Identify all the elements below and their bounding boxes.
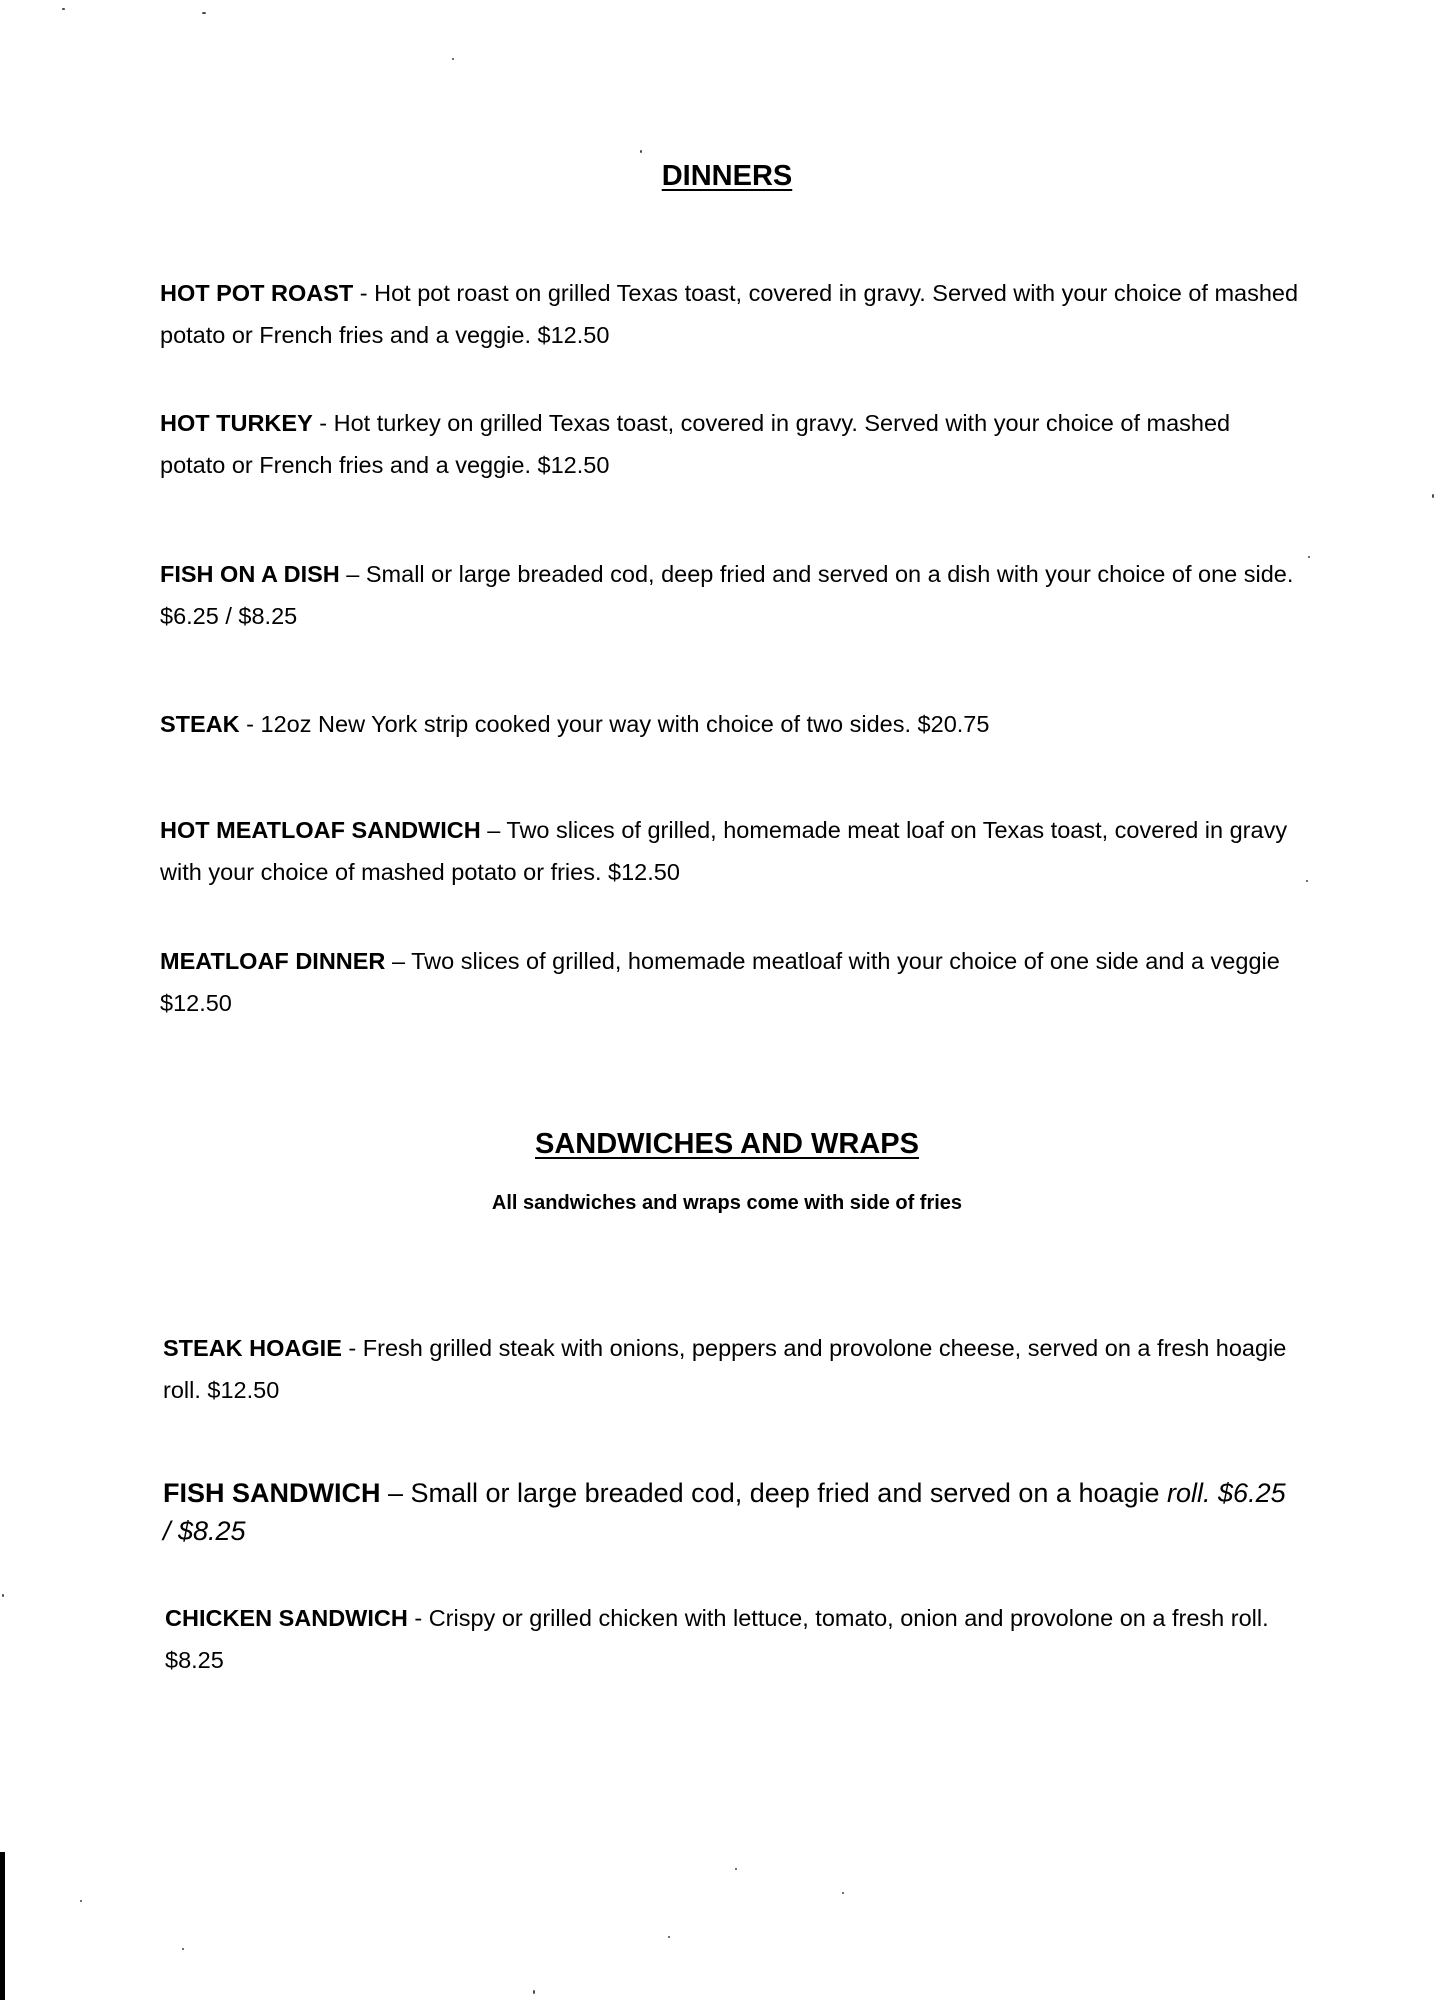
menu-item-description: - Crispy or grilled chicken with lettuce, tomato, onion and provolone on a fresh roll. $8.25 bbox=[165, 1605, 1269, 1673]
scan-speck bbox=[842, 1892, 844, 1894]
menu-item-name: HOT MEATLOAF SANDWICH bbox=[160, 817, 481, 843]
menu-item-description: - 12oz New York strip cooked your way with choice of two sides. $20.75 bbox=[239, 711, 990, 737]
scan-speck bbox=[735, 1868, 737, 1870]
menu-item-description: – Small or large breaded cod, deep fried and served on a dish with your choice of one side. $6.25 / $8.25 bbox=[160, 561, 1294, 629]
menu-item-fish-sandwich bbox=[163, 1474, 1293, 1550]
scan-speck bbox=[1306, 880, 1308, 882]
menu-item-steak-hoagie bbox=[163, 1327, 1303, 1411]
dinners-heading: DINNERS bbox=[661, 160, 793, 192]
scan-speck bbox=[452, 58, 454, 60]
scan-speck bbox=[1432, 494, 1434, 498]
menu-item-description: - Fresh grilled steak with onions, peppers and provolone cheese, served on a fresh hoagie roll. $12.50 bbox=[163, 1335, 1287, 1403]
menu-item-hot-meatloaf-sandwich bbox=[160, 809, 1300, 893]
menu-item-name: HOT POT ROAST bbox=[160, 280, 354, 306]
menu-item-hot-pot-roast bbox=[160, 272, 1300, 356]
scan-speck bbox=[640, 150, 642, 153]
scan-speck bbox=[668, 1936, 670, 1938]
menu-item-meatloaf-dinner bbox=[160, 940, 1300, 1024]
menu-item-name: STEAK bbox=[160, 711, 240, 737]
scan-speck bbox=[1308, 556, 1310, 558]
menu-item-name: STEAK HOAGIE bbox=[163, 1335, 342, 1361]
menu-item-fish-on-a-dish bbox=[160, 553, 1300, 637]
menu-item-description: – Two slices of grilled, homemade meat loaf on Texas toast, covered in gravy with your choice of mashed potato or fries. $12.50 bbox=[160, 817, 1288, 885]
menu-item-hot-turkey bbox=[160, 402, 1300, 486]
sandwiches-heading: SANDWICHES AND WRAPS bbox=[535, 1128, 919, 1160]
scan-edge-shadow bbox=[0, 1852, 5, 2000]
menu-item-description: - Hot turkey on grilled Texas toast, covered in gravy. Served with your choice of mashed potato or French fries and a veggie. $12.50 bbox=[160, 410, 1231, 478]
scan-speck bbox=[2, 1594, 4, 1597]
menu-item-chicken-sandwich bbox=[165, 1597, 1305, 1681]
menu-item-name: CHICKEN SANDWICH bbox=[165, 1605, 408, 1631]
scan-speck bbox=[80, 1900, 82, 1902]
menu-item-description: - Hot pot roast on grilled Texas toast, covered in gravy. Served with your choice of mashed potato or French fries and a veggie. $12.50 bbox=[160, 280, 1299, 348]
scan-speck bbox=[533, 1990, 535, 1994]
menu-item-name: FISH ON A DISH bbox=[160, 561, 340, 587]
scan-speck bbox=[62, 8, 65, 10]
menu-item-description: – Two slices of grilled, homemade meatloaf with your choice of one side and a veggie $12.50 bbox=[160, 948, 1280, 1016]
menu-item-name: MEATLOAF DINNER bbox=[160, 948, 386, 974]
sandwiches-note: All sandwiches and wraps come with side of fries bbox=[491, 1192, 963, 1214]
menu-item-name: HOT TURKEY bbox=[160, 410, 313, 436]
menu-item-name: FISH SANDWICH bbox=[163, 1478, 381, 1508]
menu-item-steak bbox=[160, 703, 1300, 745]
scan-speck bbox=[182, 1948, 184, 1950]
menu-item-price: roll. $6.25 / $8.25 bbox=[163, 1478, 1286, 1546]
scan-speck bbox=[202, 12, 206, 14]
menu-item-description: – Small or large breaded cod, deep fried and served on a hoagie bbox=[380, 1478, 1168, 1508]
